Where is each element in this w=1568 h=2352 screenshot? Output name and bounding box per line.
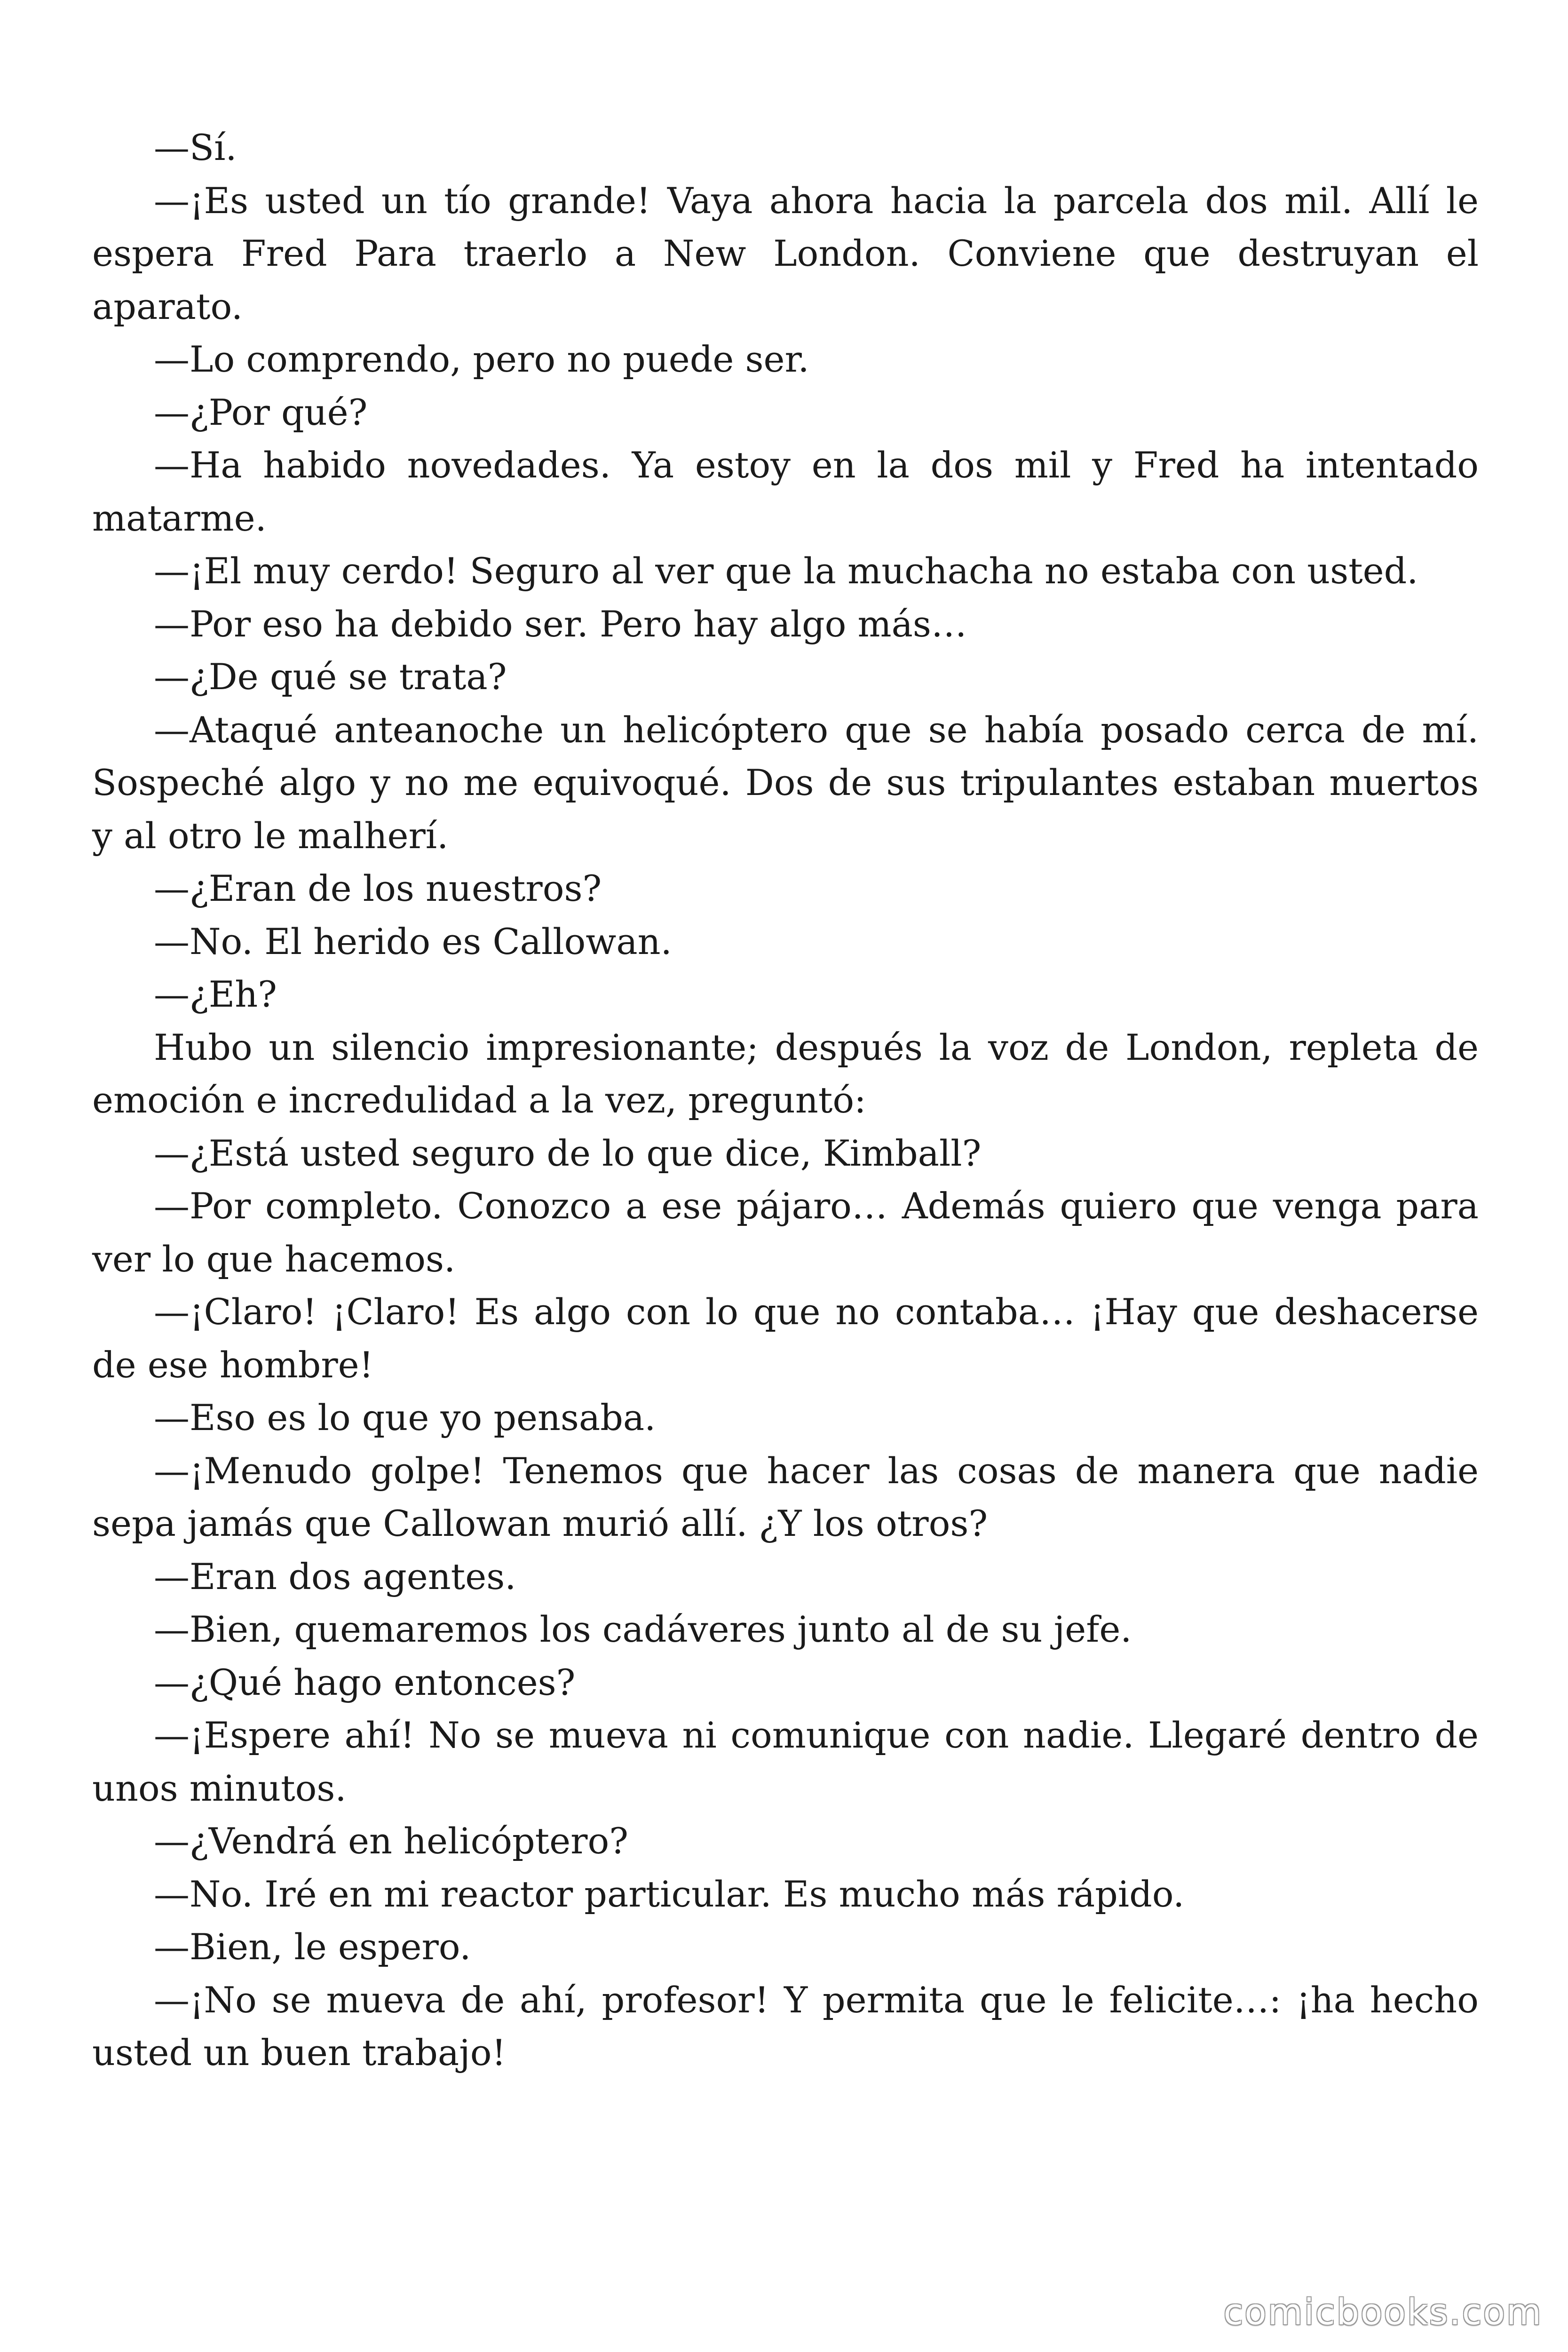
page-text (92, 121, 1479, 2080)
paragraph: —¿Eh? (154, 973, 277, 1015)
paragraph: —¡Espere ahí! No se mueva ni comunique con nadie. Llegaré dentro de unos minutos. (92, 1714, 1479, 1809)
paragraph: —¡El muy cerdo! Seguro al ver que la muchacha no estaba con usted. (154, 550, 1418, 592)
paragraph: —Bien, quemaremos los cadáveres junto al de su jefe. (154, 1608, 1132, 1650)
paragraph: —Por eso ha debido ser. Pero hay algo más… (154, 603, 967, 645)
paragraph: —¡Es usted un tío grande! Vaya ahora hacia la parcela dos mil. Allí le espera Fred Para traerlo a New London. Conviene que destruyan el aparato. (92, 179, 1479, 327)
paragraph: —Ha habido novedades. Ya estoy en la dos mil y Fred ha intentado matarme. (92, 444, 1479, 539)
paragraph: —Sí. (154, 127, 237, 168)
paragraph: —Ataqué anteanoche un helicóptero que se había posado cerca de mí. Sospeché algo y no me equivoqué. Dos de sus tripulantes estaban muertos y al otro le malherí. (92, 708, 1479, 857)
paragraph: —Eso es lo que yo pensaba. (154, 1397, 656, 1438)
paragraph: —Eran dos agentes. (154, 1555, 516, 1597)
paragraph: —¿Eran de los nuestros? (154, 867, 602, 909)
paragraph: —¡Claro! ¡Claro! Es algo con lo que no contaba… ¡Hay que deshacerse de ese hombre! (92, 1291, 1479, 1386)
paragraph: —No. Iré en mi reactor particular. Es mucho más rápido. (154, 1873, 1185, 1915)
paragraph: —¡No se mueva de ahí, profesor! Y permita que le felicite…: ¡ha hecho usted un buen trabajo! (92, 1979, 1479, 2074)
paragraph: —¿Por qué? (154, 391, 368, 433)
paragraph: —¿De qué se trata? (154, 656, 507, 698)
paragraph: —Por completo. Conozco a ese pájaro… Además quiero que venga para ver lo que hacemos. (92, 1185, 1479, 1280)
paragraph: —¿Vendrá en helicóptero? (154, 1820, 628, 1862)
paragraph: —¿Está usted seguro de lo que dice, Kimball? (154, 1132, 982, 1174)
paragraph: —¡Menudo golpe! Tenemos que hacer las cosas de manera que nadie sepa jamás que Callowan murió allí. ¿Y los otros? (92, 1449, 1479, 1544)
paragraph: Hubo un silencio impresionante; después la voz de London, repleta de emoción e incredulidad a la vez, preguntó: (92, 1026, 1479, 1121)
watermark: comicbooks.com (1223, 2291, 1543, 2333)
paragraph: —Bien, le espero. (154, 1926, 471, 1968)
paragraph: —Lo comprendo, pero no puede ser. (154, 338, 809, 380)
paragraph: —¿Qué hago entonces? (154, 1661, 576, 1703)
paragraph: —No. El herido es Callowan. (154, 920, 672, 962)
